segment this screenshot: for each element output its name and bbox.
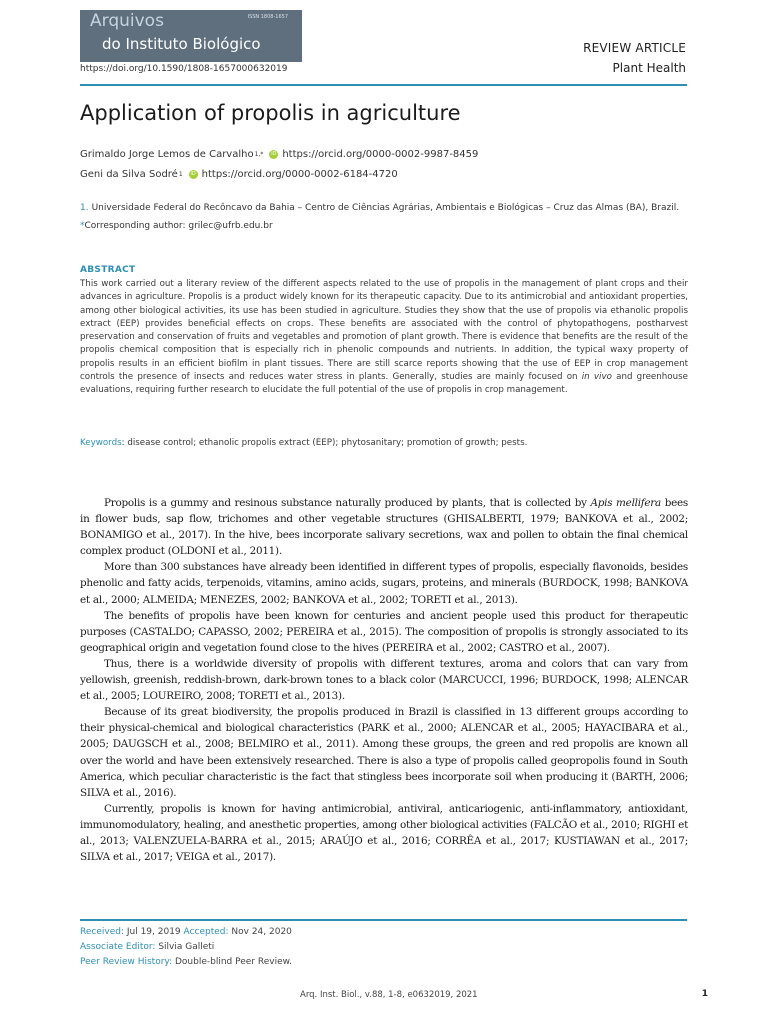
header-divider (80, 84, 687, 86)
accepted-label: Accepted: (183, 927, 229, 937)
article-body (80, 495, 688, 865)
body-paragraph: Currently, propolis is known for having antimicrobial, antiviral, anticariogenic, anti-inflammatory, antioxidant, immunomodulatory, healing, and anesthetic properties, among other biological activities (FALCÃO et al., 2010; RIGHI et al., 2013; VALENZUELA-BARRA et al., 2015; ARAÚJO et al., 2016; CORRÊA et al., 2017; KUSTIAWAN et al., 2017; SILVA et al., 2017; VEIGA et al., 2017). (80, 802, 688, 864)
affiliation-number: 1. (80, 203, 89, 213)
logo-issn: ISSN 1808-1657 (247, 14, 288, 20)
journal-logo (80, 10, 302, 62)
species-name: Apis mellifera (590, 497, 661, 509)
citation: Arq. Inst. Biol., v.88, 1-8, e0632019, 2021 (300, 990, 478, 1000)
article-type: REVIEW ARTICLE (583, 41, 686, 55)
body-paragraph (80, 495, 688, 559)
article-subtype: Plant Health (612, 61, 686, 75)
author-affil-mark: 1,* (254, 151, 264, 158)
logo-line-1: Arquivos (90, 11, 164, 31)
affiliation-text: Universidade Federal do Recôncavo da Bahia – Centro de Ciências Agrárias, Ambientais e Biológicas – Cruz das Almas (BA), Brazil. (91, 203, 680, 213)
abstract-heading: ABSTRACT (80, 265, 136, 275)
keywords (80, 438, 527, 448)
corresponding-text: Corresponding author: grilec@ufrb.edu.br (84, 221, 273, 231)
editor-label: Associate Editor: (80, 942, 156, 952)
abstract-italic: in vivo (581, 372, 612, 383)
footer-editor (80, 942, 214, 952)
review-text: Double-blind Peer Review. (174, 957, 293, 967)
abstract-text-end: and greenhouse evaluations, requiring further research to elucidate the full potential of the use of propolis in crop management. (80, 372, 688, 396)
review-label: Peer Review History: (80, 957, 173, 967)
author-1 (80, 149, 478, 160)
keywords-label: Keywords (80, 438, 122, 448)
orcid-link[interactable]: https://orcid.org/0000-0002-9987-8459 (282, 149, 479, 160)
body-paragraph: The benefits of propolis have been known for centuries and ancient people used this product for therapeutic purposes (CASTALDO; CAPASSO, 2002; PEREIRA et al., 2015). The composition of propolis is strongly associated to its geographical origin and vegetation found close to the hives (PEREIRA et al., 2002; CASTRO et al., 2007). (80, 609, 688, 654)
author-name: Grimaldo Jorge Lemos de Carvalho (80, 149, 254, 160)
affiliation (80, 203, 679, 213)
corresponding-mark: * (80, 221, 85, 231)
body-paragraph: Because of its great biodiversity, the propolis produced in Brazil is classified in 13 different groups according to their physical-chemical and biological characteristics (PARK et al., 2000; ALENCAR et al., 2005; HAYACIBARA et al., 2005; DAUGSCH et al., 2008; BELMIRO et al., 2011). Among these groups, the green and red propolis are known all over the world and have been extensively researched. There is also a type of propolis called geopropolis found in South America, which peculiar characteristic is the fact that stingless bees incorporate soil when producing it (BARTH, 2006; SILVA et al., 2016). (80, 706, 688, 799)
author-affil-mark: 1 (178, 171, 183, 178)
article-title: Application of propolis in agriculture (80, 101, 461, 125)
orcid-link[interactable]: https://orcid.org/0000-0002-6184-4720 (201, 169, 398, 180)
corresponding-author (80, 221, 273, 231)
body-paragraph: Thus, there is a worldwide diversity of propolis with different textures, aroma and colors that can vary from yellowish, greenish, reddish-brown, dark-brown tones to a black color (MARCUCCI, 1996; BURDOCK, 1998; ALENCAR et al., 2005; LOUREIRO, 2008; TORETI et al., 2013). (80, 657, 688, 703)
doi-link[interactable]: https://doi.org/10.1590/1808-1657000632019 (80, 64, 288, 74)
received-label: Received: (80, 927, 124, 937)
abstract-text: This work carried out a literary review of the different aspects related to the use of propolis in the management of plant crops and their advances in agriculture. Propolis is a product widely known for its therapeutic capacity. Due to its antimicrobial and antioxidant properties, among other biological activities, its use has been studied in agriculture. Studies they show that the use of propolis via ethanolic propolis extract (EEP) provides beneficial effects on crops. These benefits are associated with the control of phytopathogens, postharvest preservation and conservation of fruits and vegetables and promotion of plant growth. There is evidence that benefits are the result of the propolis chemical composition that is especially rich in phenolic compounds and nutrients. In addition, the typical waxy property of propolis results in an efficient biofilm in plant tissues. There are still scarce reports showing that the use of EEP in crop management controls the presence of insects and reduces water stress in plants. Generally, studies are mainly focused on (80, 279, 688, 383)
paragraph-text: Propolis is a gummy and resinous substance naturally produced by plants, that is collected by (104, 497, 591, 509)
accepted-date: Nov 24, 2020 (231, 927, 292, 937)
footer-review (80, 957, 292, 967)
paragraph-text: bees in flower buds, sap flow, trichomes and other vegetable structures (GHISALBERTI, 1979; BANKOVA et al., 2002; BONAMIGO et al., 2017). In the hive, bees incorporate salivary secretions, wax and pollen to obtain the final chemical complex product (OLDONI et al., 2011). (80, 497, 689, 558)
received-date: Jul 19, 2019 (126, 927, 181, 937)
orcid-icon[interactable]: iD (271, 151, 277, 157)
orcid-icon[interactable]: iD (190, 171, 196, 177)
body-paragraph: More than 300 substances have already been identified in different types of propolis, especially flavonoids, besides phenolic and fatty acids, terpenoids, vitamins, amino acids, sugars, proteins, and minerals (BURDOCK, 1998; BANKOVA et al., 2000; ALMEIDA; MENEZES, 2002; BANKOVA et al., 2002; TORETI et al., 2013). (80, 561, 688, 606)
author-name: Geni da Silva Sodré (80, 169, 178, 180)
footer-divider (80, 919, 687, 921)
author-2 (80, 169, 398, 180)
editor-name: Silvia Galleti (158, 942, 215, 952)
keywords-text: : disease control; ethanolic propolis extract (EEP); phytosanitary; promotion of growth; pests. (121, 438, 528, 448)
footer-dates (80, 927, 292, 937)
logo-line-2: do Instituto Biológico (102, 35, 261, 53)
abstract-body (80, 278, 688, 398)
page-number: 1 (701, 989, 708, 999)
